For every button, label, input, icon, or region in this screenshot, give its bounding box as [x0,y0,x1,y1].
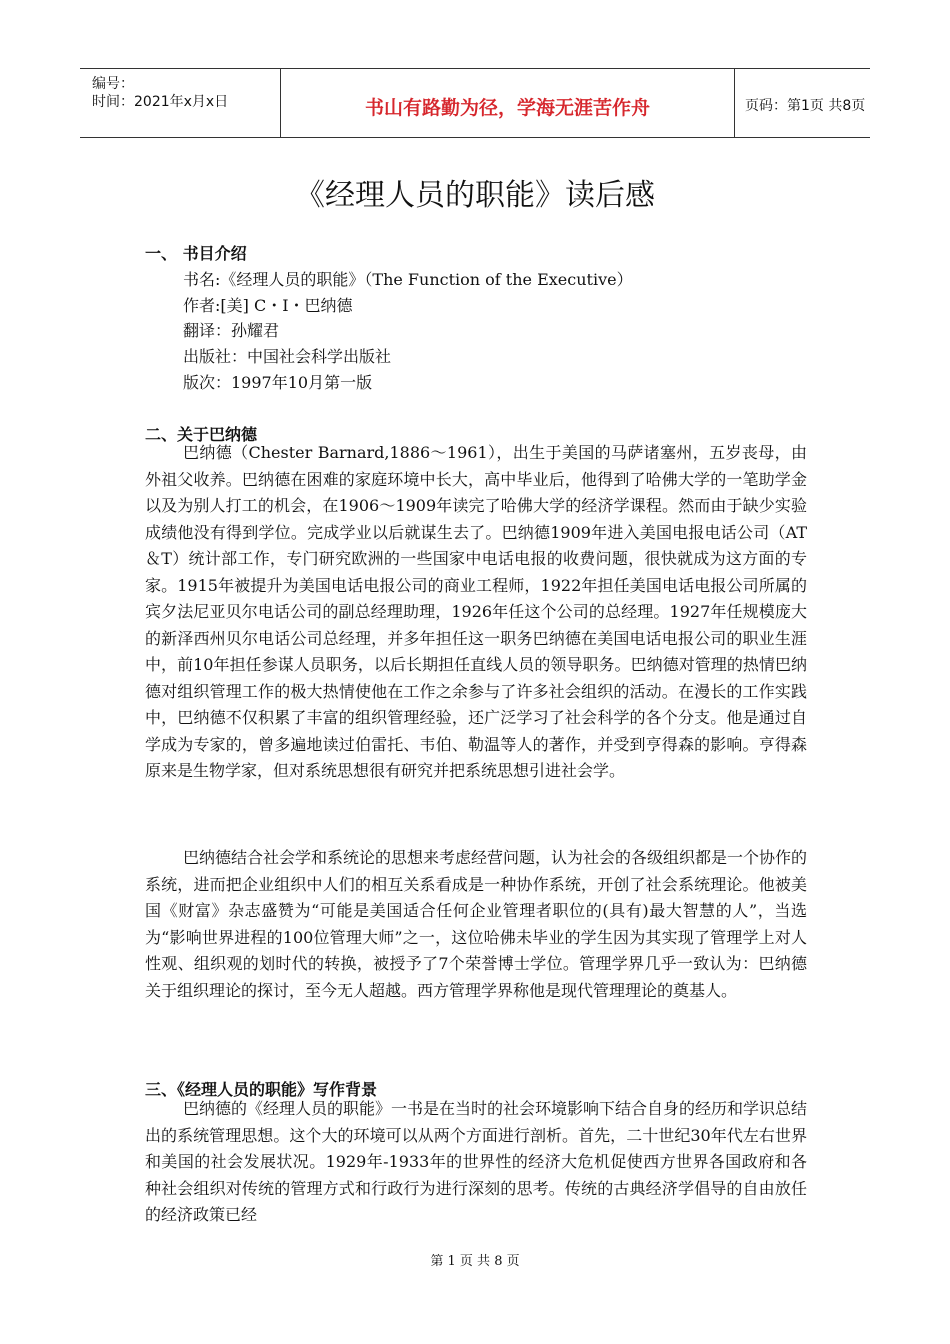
book-edition: 版次：1997年10月第一版 [183,373,373,392]
section3-paragraph-1: 巴纳德的《经理人员的职能》一书是在当时的社会环境影响下结合自身的经历和学识总结出的系统管理思想。这个大的环境可以从两个方面进行剖析。首先，二十世纪30年代左右世界和美国的社会发展状况。1929年-1933年的世界性的经济大危机促使西方世界各国政府和各种社会组织对传统的管理方式和行政行为进行深刻的思考。传统的古典经济学倡导的自由放任的经济政策已经 [145,1099,808,1224]
book-publisher: 出版社：中国社会科学出版社 [183,347,392,366]
book-name: 书名:《经理人员的职能》（The Function of the Executive） [183,270,633,289]
header-meta-cell [80,69,280,137]
page-footer: 第 1 页 共 8 页 [430,1254,520,1269]
time-label: 时间：2021年x月x日 [92,94,229,110]
header-page-cell [735,69,870,137]
book-author: 作者:[美] C・I・巴纳德 [183,296,353,315]
book-translator: 翻译：孙耀君 [183,321,280,340]
section2-paragraph-2: 巴纳德结合社会学和系统论的思想来考虑经营问题，认为社会的各级组织都是一个协作的系统，进而把企业组织中人们的相互关系看成是一种协作系统，开创了社会系统理论。他被美国《财富》杂志盛赞为“可能是美国适合任何企业管理者职位的(具有)最大智慧的人”，当选为“影响世界进程的100位管理大师”之一，这位哈佛未毕业的学生因为其实现了管理学上对人性观、组织观的划时代的转换，被授予了7个荣誉博士学位。管理学界几乎一致认为：巴纳德关于组织理论的探讨，至今无人超越。西方管理学界称他是现代管理理论的奠基人。 [145,848,808,1000]
number-label: 编号： [92,76,134,92]
page-label: 页码：第1页 共8页 [745,98,866,114]
section2-heading: 二、关于巴纳德 [145,425,258,444]
section2-paragraph-1: 巴纳德（Chester Barnard,1886～1961），出生于美国的马萨诸塞州，五岁丧母，由外祖父收养。巴纳德在困难的家庭环境中长大，高中毕业后，他得到了哈佛大学的一笔助学金以及为别人打工的机会，在1906～1909年读完了哈佛大学的经济学课程。然而由于缺少实验成绩他没有得到学位。完成学业以后就谋生去了。巴纳德1909年进入美国电报电话公司（AT＆T）统计部工作，专门研究欧洲的一些国家中电话电报的收费问题，很快就成为这方面的专家。1915年被提升为美国电话电报公司的商业工程师，1922年担任美国电话电报公司所属的宾夕法尼亚贝尔电话公司的副总经理助理，1926年任这个公司的总经理。1927年任规模庞大的新泽西州贝尔电话公司总经理，并多年担任这一职务巴纳德在美国电话电报公司的职业生涯中，前10年担任参谋人员职务，以后长期担任直线人员的领导职务。巴纳德对管理的热情巴纳德对组织管理工作的极大热情使他在工作之余参与了许多社会组织的活动。在漫长的工作实践中，巴纳德不仅积累了丰富的组织管理经验，还广泛学习了社会科学的各个分支。他是通过自学成为专家的，曾多遍地读过伯雷托、韦伯、勒温等人的著作，并受到亨得森的影响。亨得森原来是生物学家，但对系统思想很有研究并把系统思想引进社会学。 [145,443,807,780]
section1-heading: 一、 书目介绍 [145,244,247,263]
motto: 书山有路勤为径，学海无涯苦作舟 [364,97,650,119]
document-title: 《经理人员的职能》读后感 [295,178,655,213]
header-table [80,68,870,138]
header-motto-cell [280,69,735,137]
section3-heading: 三、《经理人员的职能》写作背景 [145,1080,378,1099]
